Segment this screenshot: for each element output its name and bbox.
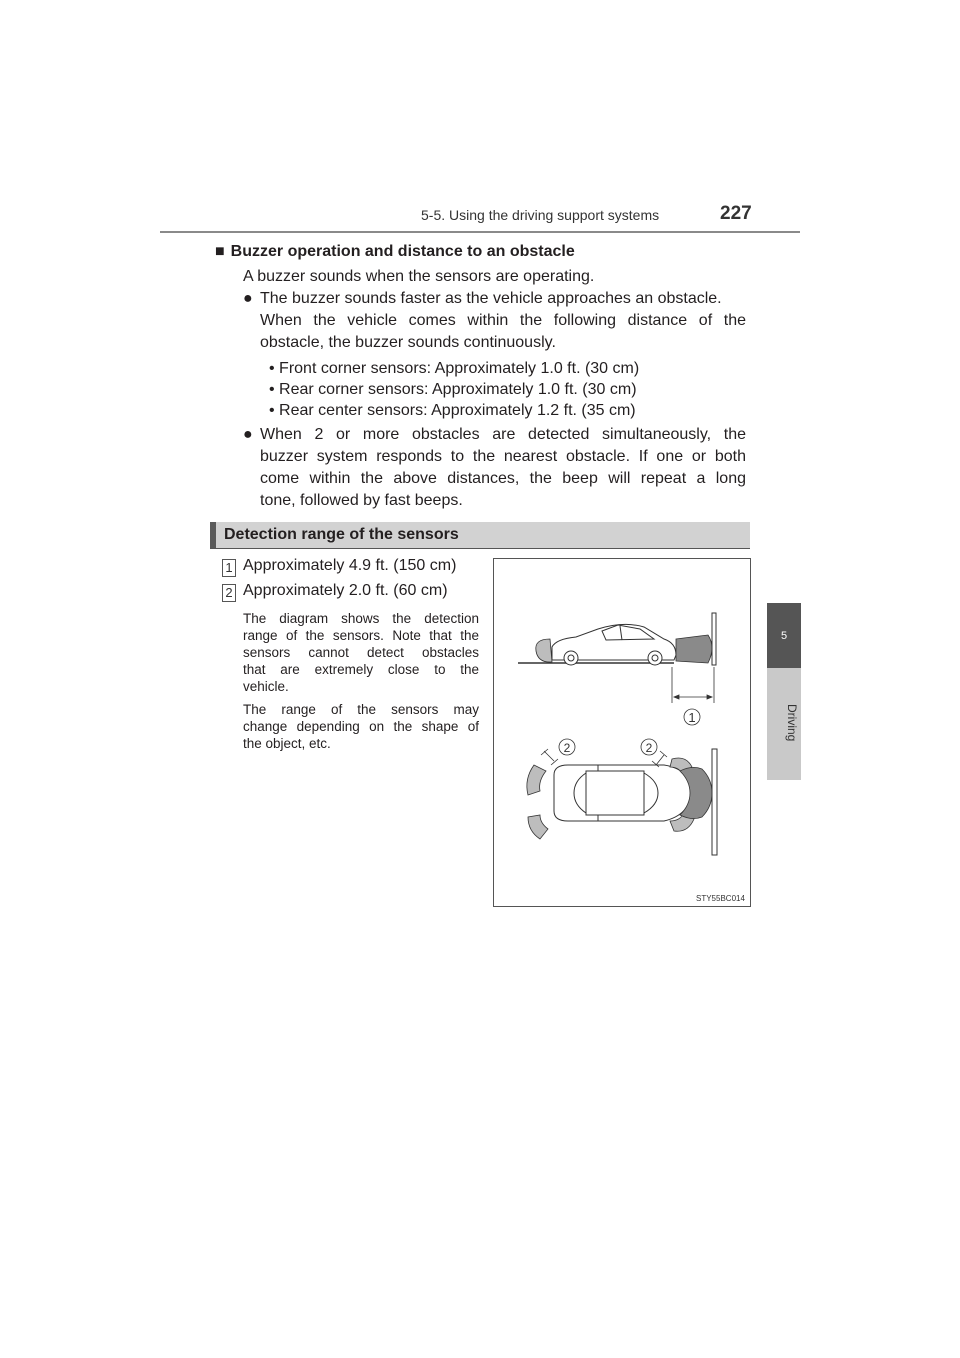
note-range-change xyxy=(243,701,479,752)
note-line: vehicle. xyxy=(243,679,289,694)
bullet-2-line: buzzer system responds to the nearest obstacle. If one or both xyxy=(260,448,746,465)
note-line: change depending on the shape of xyxy=(243,719,479,734)
bullet-dot-icon: ● xyxy=(243,290,253,307)
bullet-1-line: The buzzer sounds faster as the vehicle approaches an obstacle. xyxy=(260,290,722,307)
bullet-2-line: When 2 or more obstacles are detected simultaneously, the xyxy=(260,426,746,443)
note-line: range of the sensors. Note that the xyxy=(243,628,479,643)
note-line: The range of the sensors may xyxy=(243,702,479,717)
buzzer-intro: A buzzer sounds when the sensors are operating. xyxy=(243,268,595,285)
chapter-name-label: Driving xyxy=(785,704,799,742)
label-2-right: 2 xyxy=(645,741,653,755)
note-line: sensors cannot detect obstacles xyxy=(243,645,479,660)
figure-code: STY55BC014 xyxy=(696,894,745,903)
section-rule xyxy=(210,548,750,549)
rear-right-sensor-zone xyxy=(528,815,548,839)
page-number: 227 xyxy=(720,203,752,224)
callout-number-2: 2 xyxy=(222,584,236,602)
buzzer-heading-text: Buzzer operation and distance to an obstacle xyxy=(230,243,575,260)
callout-number-1: 1 xyxy=(222,559,236,577)
header-section-title: 5-5. Using the driving support systems xyxy=(421,207,660,223)
sub-bullet-rear-corner: • Rear corner sensors: Approximately 1.0 ft. (30 cm) xyxy=(269,381,637,398)
chapter-number-tab: 5 xyxy=(767,603,801,668)
section-title-bar xyxy=(210,522,750,548)
obstacle-wall-top xyxy=(712,749,717,855)
label-1: 1 xyxy=(688,710,696,725)
range-item-2: Approximately 2.0 ft. (60 cm) xyxy=(243,582,448,599)
buzzer-bullet-1 xyxy=(243,288,746,354)
sub-bullet-front-corner: • Front corner sensors: Approximately 1.0 ft. (30 cm) xyxy=(269,360,640,377)
label-2-left: 2 xyxy=(563,741,571,755)
bullet-2-line: tone, followed by fast beeps. xyxy=(260,492,463,509)
bullet-2-line: come within the above distances, the beep will repeat a long xyxy=(260,470,746,487)
note-line: the object, etc. xyxy=(243,736,331,751)
section-bar-edge xyxy=(210,522,216,548)
front-sensor-zone-side xyxy=(676,635,712,663)
buzzer-heading xyxy=(215,243,575,261)
bullet-1-line: obstacle, the buzzer sounds continuously. xyxy=(260,334,556,351)
diagram-svg xyxy=(494,559,750,906)
heading-square-icon: ■ xyxy=(215,243,225,260)
section-title: Detection range of the sensors xyxy=(224,526,459,543)
bullet-dot-icon: ● xyxy=(243,426,253,443)
sensor-range-diagram xyxy=(493,558,751,907)
note-detection-range xyxy=(243,610,479,695)
rear-sensor-zone-side xyxy=(536,639,552,662)
obstacle-wall-side xyxy=(712,613,716,665)
header-rule xyxy=(160,231,800,233)
note-line: The diagram shows the detection xyxy=(243,611,479,626)
range-item-1: Approximately 4.9 ft. (150 cm) xyxy=(243,557,457,574)
rear-left-sensor-zone xyxy=(527,765,546,795)
buzzer-bullet-2 xyxy=(243,424,746,512)
bullet-1-line: When the vehicle comes within the following distance of the xyxy=(260,312,746,329)
top-view-car xyxy=(554,765,692,821)
sub-bullet-rear-center: • Rear center sensors: Approximately 1.2 ft. (35 cm) xyxy=(269,402,636,419)
note-line: that are extremely close to the xyxy=(243,662,479,677)
